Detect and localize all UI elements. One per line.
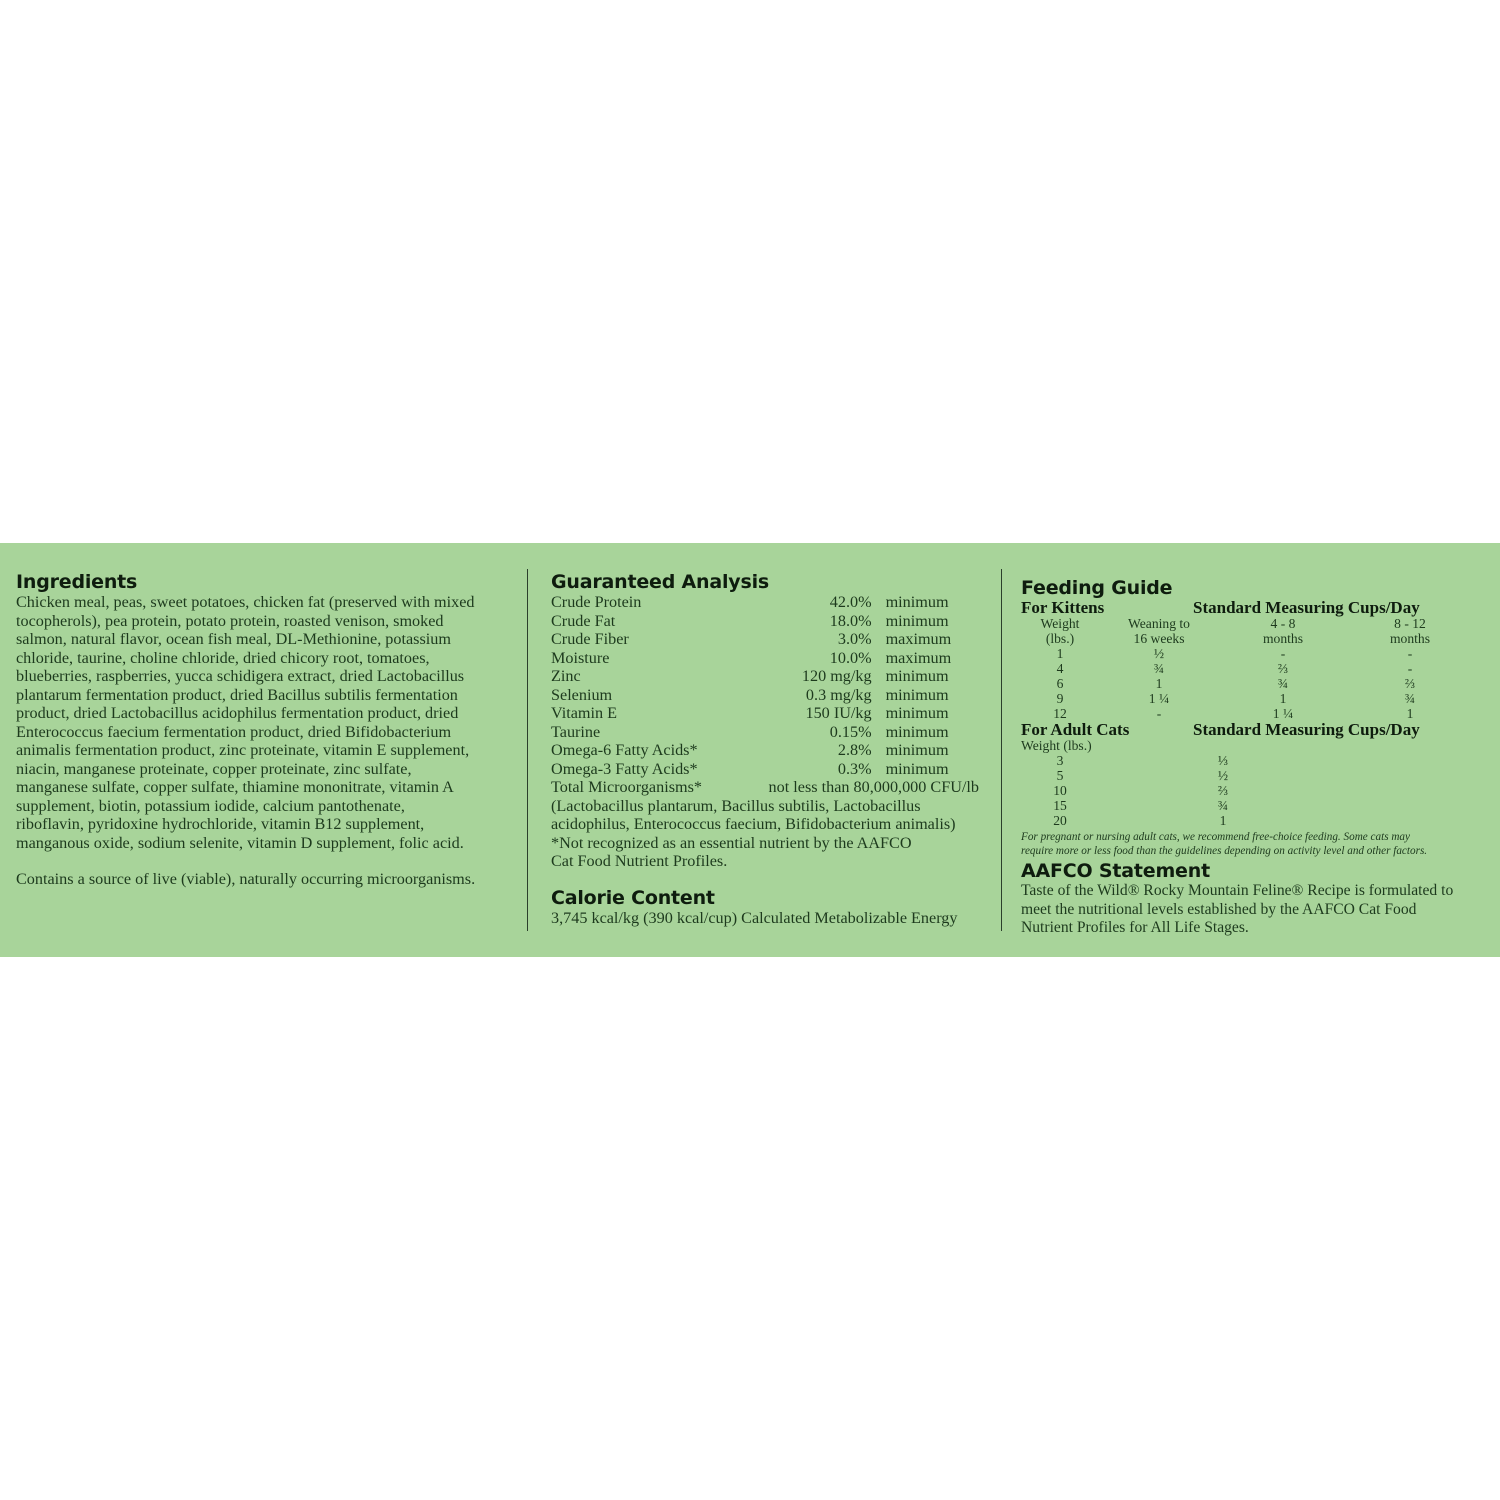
ingredients-line: plantarum fermentation product, dried Bacillus subtilis fermentation <box>16 685 458 704</box>
analysis-table <box>551 593 981 778</box>
adult-header <box>1021 721 1481 738</box>
adult-weight: 10 <box>1053 783 1067 798</box>
ingredients-line: manganous oxide, sodium selenite, vitamin D supplement, folic acid. <box>16 833 464 852</box>
analysis-qualifier: minimum <box>885 685 949 704</box>
calorie-heading: Calorie Content <box>551 886 715 909</box>
kitten-cell: ¾ <box>1153 661 1165 676</box>
analysis-nutrient: Selenium <box>551 685 613 704</box>
ingredients-line: tocopherols), pea protein, potato protein, roasted venison, smoked <box>16 611 444 630</box>
kitten-row <box>1021 706 1481 721</box>
analysis-nutrient: Vitamin E <box>551 704 618 722</box>
feeding-note <box>1021 831 1481 858</box>
analysis-qualifier: minimum <box>885 593 949 611</box>
adult-row <box>1021 813 1481 828</box>
analysis-value: 0.15% <box>829 722 872 741</box>
analysis-row <box>551 686 981 705</box>
kitten-cell: - <box>1280 646 1286 661</box>
adult-row <box>1021 768 1481 783</box>
feeding-heading: Feeding Guide <box>1021 577 1173 599</box>
kitten-cell: 1 <box>1406 706 1414 721</box>
analysis-row <box>551 649 981 668</box>
analysis-value: 10.0% <box>829 648 872 667</box>
microorganisms-note: Contains a source of live (viable), naturally occurring microorganisms. <box>16 870 476 888</box>
kitten-cell: 1 <box>1056 646 1064 661</box>
analysis-heading: Guaranteed Analysis <box>551 571 770 593</box>
kitten-cell: 1 ¼ <box>1148 691 1170 706</box>
analysis-nutrient: Omega-6 Fatty Acids* <box>551 741 698 759</box>
ingredients-section <box>16 571 512 889</box>
kitten-cell: 9 <box>1056 691 1064 706</box>
kitten-cell: 1 <box>1155 676 1163 691</box>
kitten-cell: ⅔ <box>1277 661 1289 676</box>
analysis-qualifier: minimum <box>885 741 949 759</box>
ingredients-line: Chicken meal, peas, sweet potatoes, chicken fat (preserved with mixed <box>16 593 475 611</box>
ingredients-line: niacin, manganese proteinate, copper proteinate, zinc sulfate, <box>16 759 412 778</box>
feeding-note-line: For pregnant or nursing adult cats, we recommend free-choice feeding. Some cats may <box>1021 831 1410 843</box>
ingredients-line: chloride, taurine, choline chloride, dried chicory root, tomatoes, <box>16 648 430 667</box>
analysis-value: 120 mg/kg <box>801 667 872 685</box>
adult-weight: 20 <box>1053 813 1067 828</box>
ingredients-line: salmon, natural flavor, ocean fish meal, DL-Methionine, potassium <box>16 630 451 648</box>
kitten-row <box>1021 691 1481 706</box>
nutrition-label-panel <box>0 543 1500 957</box>
analysis-value: 3.0% <box>837 630 872 648</box>
feeding-note-line: require more or less food than the guidelines depending on activity level and other factors. <box>1021 844 1428 857</box>
strain-line: acidophilus, Enterococcus faecium, Bifidobacterium animalis) <box>551 815 956 833</box>
analysis-value: 2.8% <box>837 741 872 759</box>
adult-cups: ⅓ <box>1217 753 1229 768</box>
analysis-row <box>551 760 981 779</box>
adult-cups: ½ <box>1217 768 1229 783</box>
analysis-nutrient: Taurine <box>551 722 601 741</box>
strain-line: (Lactobacillus plantarum, Bacillus subtilis, Lactobacillus <box>551 796 921 815</box>
ingredients-list <box>16 593 512 852</box>
aafco-heading: AAFCO Statement <box>1021 860 1210 882</box>
aafco-footnote <box>551 834 981 871</box>
column-divider <box>1001 569 1002 931</box>
kittens-header <box>1021 599 1481 616</box>
kitten-table <box>1021 646 1481 721</box>
analysis-nutrient: Crude Fiber <box>551 630 629 648</box>
analysis-row <box>551 704 981 723</box>
adult-label: For Adult Cats <box>1021 720 1130 739</box>
adult-cups: 1 <box>1219 813 1227 828</box>
aafco-statement <box>1021 882 1481 938</box>
kitten-cell: 1 ¼ <box>1272 706 1294 721</box>
analysis-qualifier: minimum <box>885 704 949 722</box>
calorie-text: 3,745 kcal/kg (390 kcal/cup) Calculated Metabolizable Energy <box>551 908 958 927</box>
analysis-row <box>551 593 981 612</box>
kittens-label: For Kittens <box>1021 598 1105 617</box>
ingredients-line: supplement, biotin, potassium iodide, calcium pantothenate, <box>16 796 405 815</box>
feeding-guide-section <box>1021 577 1481 938</box>
adult-row <box>1021 753 1481 768</box>
ingredients-heading: Ingredients <box>16 571 138 593</box>
column-divider <box>527 569 528 931</box>
adult-table <box>1021 753 1481 828</box>
analysis-value: 42.0% <box>829 593 872 611</box>
ingredients-line: blueberries, raspberries, yucca schidigera extract, dried Lactobacillus <box>16 667 465 685</box>
footnote-line: Cat Food Nutrient Profiles. <box>551 852 728 870</box>
analysis-row <box>551 741 981 760</box>
analysis-row <box>551 667 981 686</box>
adult-row <box>1021 783 1481 798</box>
adult-cups: ¾ <box>1217 798 1229 813</box>
analysis-qualifier: maximum <box>885 630 952 648</box>
microorganisms-strains <box>551 797 981 834</box>
adult-weight-header: Weight (lbs.) <box>1021 738 1092 753</box>
kitten-cell: 4 <box>1056 661 1064 676</box>
analysis-qualifier: maximum <box>885 648 952 667</box>
kitten-cell: 12 <box>1053 706 1067 721</box>
kitten-cell: ¾ <box>1277 676 1289 691</box>
microorganisms-value: not less than 80,000,000 CFU/lb <box>768 778 979 796</box>
adult-weight: 3 <box>1056 753 1064 768</box>
analysis-nutrient: Zinc <box>551 667 581 685</box>
analysis-row <box>551 630 981 649</box>
ingredients-line: manganese sulfate, copper sulfate, thiamine mononitrate, vitamin A <box>16 778 454 796</box>
footnote-line: *Not recognized as an essential nutrient by the AAFCO <box>551 833 912 852</box>
col-header-4-8-months: 4 - 8 months <box>1262 616 1304 646</box>
ingredients-line: product, dried Lactobacillus acidophilus fermentation product, dried <box>16 704 459 722</box>
analysis-qualifier: minimum <box>885 759 949 778</box>
analysis-nutrient: Crude Fat <box>551 611 616 630</box>
kitten-column-headers <box>1021 616 1481 646</box>
kitten-cell: ½ <box>1153 646 1165 661</box>
col-header-8-12-months: 8 - 12 months <box>1389 616 1431 646</box>
analysis-row <box>551 612 981 631</box>
kitten-row <box>1021 661 1481 676</box>
ingredients-line: animalis fermentation product, zinc proteinate, vitamin E supplement, <box>16 741 470 759</box>
analysis-qualifier: minimum <box>885 611 949 630</box>
adult-cups: ⅔ <box>1217 783 1229 798</box>
kitten-row <box>1021 646 1481 661</box>
adult-weight: 5 <box>1056 768 1064 783</box>
kitten-cell: - <box>1407 661 1413 676</box>
aafco-line: Taste of the Wild® Rocky Mountain Feline® Recipe is formulated to <box>1021 882 1454 899</box>
kitten-cell: 1 <box>1279 691 1287 706</box>
kittens-cups-label: Standard Measuring Cups/Day <box>1193 598 1420 617</box>
kitten-cell: ⅔ <box>1404 676 1416 691</box>
col-header-weaning: Weaning to 16 weeks <box>1128 616 1190 646</box>
kitten-cell: - <box>1156 706 1162 721</box>
adult-weight: 15 <box>1053 798 1067 813</box>
microorganisms-label: Total Microorganisms* <box>551 778 702 796</box>
analysis-qualifier: minimum <box>885 667 949 685</box>
col-header-weight: Weight (lbs.) <box>1040 616 1080 646</box>
ingredients-line: Enterococcus faecium fermentation product, dried Bifidobacterium <box>16 722 452 741</box>
adult-cups-label: Standard Measuring Cups/Day <box>1193 720 1420 739</box>
analysis-value: 18.0% <box>829 611 872 630</box>
microorganisms-row <box>551 778 979 797</box>
aafco-line: meet the nutritional levels established by the AAFCO Cat Food <box>1021 900 1417 918</box>
analysis-value: 0.3 mg/kg <box>805 685 872 704</box>
kitten-cell: - <box>1407 646 1413 661</box>
analysis-qualifier: minimum <box>885 722 949 741</box>
analysis-nutrient: Crude Protein <box>551 593 642 611</box>
guaranteed-analysis-section <box>551 571 981 927</box>
analysis-nutrient: Moisture <box>551 648 610 667</box>
kitten-cell: 6 <box>1056 676 1064 691</box>
analysis-nutrient: Omega-3 Fatty Acids* <box>551 759 698 778</box>
adult-row <box>1021 798 1481 813</box>
analysis-value: 0.3% <box>837 759 872 778</box>
analysis-value: 150 IU/kg <box>805 704 872 722</box>
analysis-row <box>551 723 981 742</box>
aafco-line: Nutrient Profiles for All Life Stages. <box>1021 919 1249 936</box>
ingredients-line: riboflavin, pyridoxine hydrochloride, vitamin B12 supplement, <box>16 815 425 833</box>
kitten-cell: ¾ <box>1404 691 1416 706</box>
kitten-row <box>1021 676 1481 691</box>
